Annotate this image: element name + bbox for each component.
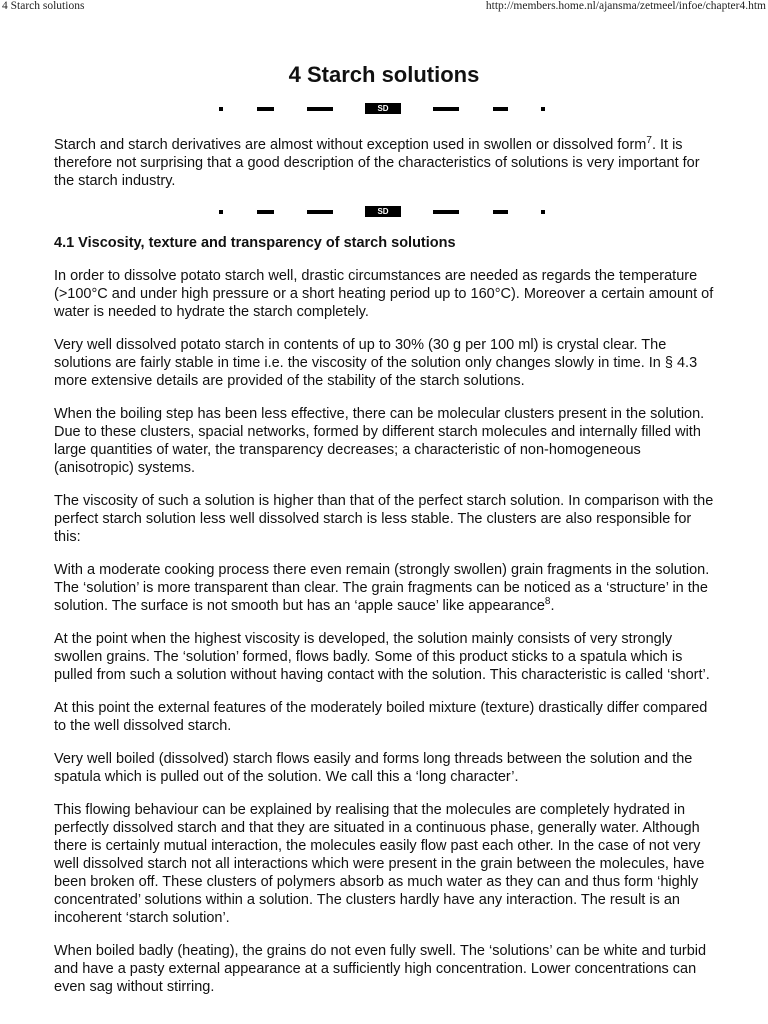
paragraph: Very well boiled (dissolved) starch flows easily and forms long threads between the solution and the spatula which is pulled out of the solution. We call this a ‘long character’. — [54, 751, 693, 785]
divider-dash — [307, 210, 333, 214]
paragraph: The viscosity of such a solution is higher than that of the perfect starch solution. In comparison with the perfect starch solution less well dissolved starch is less stable. The clusters are also responsible for this: — [54, 493, 714, 545]
print-header — [0, 0, 768, 14]
section-heading: 4.1 Viscosity, texture and transparency of starch solutions — [54, 235, 456, 251]
paragraph: This flowing behaviour can be explained by realising that the molecules are completely hydrated in perfectly dissolved starch and that they are situated in a continuous phase, generally water. Although there is certainly mutual interaction, the molecules easily flow past each other. In the case of not very well dissolved starch not all interactions which were present in the grain between the molecules, have been broken off. These clusters of polymers absorb as much water as they can and thus form ‘highly concentrated’ solutions within a solution. The clusters hardly have any interaction. The result is an incoherent ‘starch solution’. — [54, 802, 705, 926]
paragraph: At this point the external features of the moderately boiled mixture (texture) drastically differ compared to the well dissolved starch. — [54, 700, 708, 734]
header-url: http://members.home.nl/ajansma/zetmeel/infoe/chapter4.htm — [485, 0, 766, 12]
intro-paragraph — [54, 136, 716, 190]
divider-dash — [493, 210, 508, 214]
divider-dash — [257, 107, 274, 111]
divider-dash — [433, 210, 459, 214]
divider-dash — [541, 210, 545, 214]
divider-logo: SD — [365, 103, 401, 114]
paragraph-text-end: . — [550, 598, 555, 614]
decorative-divider — [215, 103, 551, 115]
header-title: 4 Starch solutions — [2, 0, 85, 12]
divider-dash — [433, 107, 459, 111]
intro-section — [54, 136, 716, 205]
paragraph: When the boiling step has been less effective, there can be molecular clusters present in the solution. Due to these clusters, spacial networks, formed by different starch molecules and internally filled with large quantities of water, the transparency decreases; a characteristic of non-homogeneous (anisotropic) systems. — [54, 406, 705, 476]
paragraph — [54, 561, 716, 615]
intro-text-cont: . It is therefore not surprising that a good description of the characteristics of solutions is very important for the starch industry. — [54, 137, 700, 189]
divider-dash — [219, 210, 223, 214]
intro-text: Starch and starch derivatives are almost without exception used in swollen or dissolved form — [54, 137, 647, 153]
divider-dash — [257, 210, 274, 214]
paragraph: At the point when the highest viscosity is developed, the solution mainly consists of very strongly swollen grains. The ‘solution’ formed, flows badly. Some of this product sticks to a spatula which is pulled from such a solution without having contact with the solution. This characteristic is called ‘short’. — [54, 631, 710, 683]
paragraph: When boiled badly (heating), the grains do not even fully swell. The ‘solutions’ can be white and turbid and have a pasty external appearance at a sufficiently high concentration. Lower concentrations can even sag without stirring. — [54, 943, 707, 995]
page-title: 4 Starch solutions — [288, 62, 480, 87]
paragraph: Very well dissolved potato starch in contents of up to 30% (30 g per 100 ml) is crystal clear. The solutions are fairly stable in time i.e. the viscosity of the solution only changes slowly in time. In § 4.3 more extensive details are provided of the stability of the starch solutions. — [54, 337, 698, 389]
divider-dash — [307, 107, 333, 111]
divider-logo: SD — [365, 206, 401, 217]
paragraph-text: With a moderate cooking process there even remain (strongly swollen) grain fragments in the solution. The ‘solution’ is more transparent than clear. The grain fragments can be noticed as a ‘structure’ in the solution. The surface is not smooth but has an ‘apple sauce’ like appearance — [54, 562, 710, 614]
section-4-1 — [54, 234, 716, 1011]
footnote-ref: 7 — [646, 135, 652, 147]
divider-dash — [219, 107, 223, 111]
divider-dash — [541, 107, 545, 111]
decorative-divider — [215, 206, 551, 218]
footnote-ref: 8 — [544, 596, 551, 608]
paragraph: In order to dissolve potato starch well, drastic circumstances are needed as regards the temperature (>100°C and under high pressure or a short heating period up to 160°C). Moreover a certain amount of water is needed to hydrate the starch completely. — [54, 268, 714, 320]
divider-dash — [493, 107, 508, 111]
